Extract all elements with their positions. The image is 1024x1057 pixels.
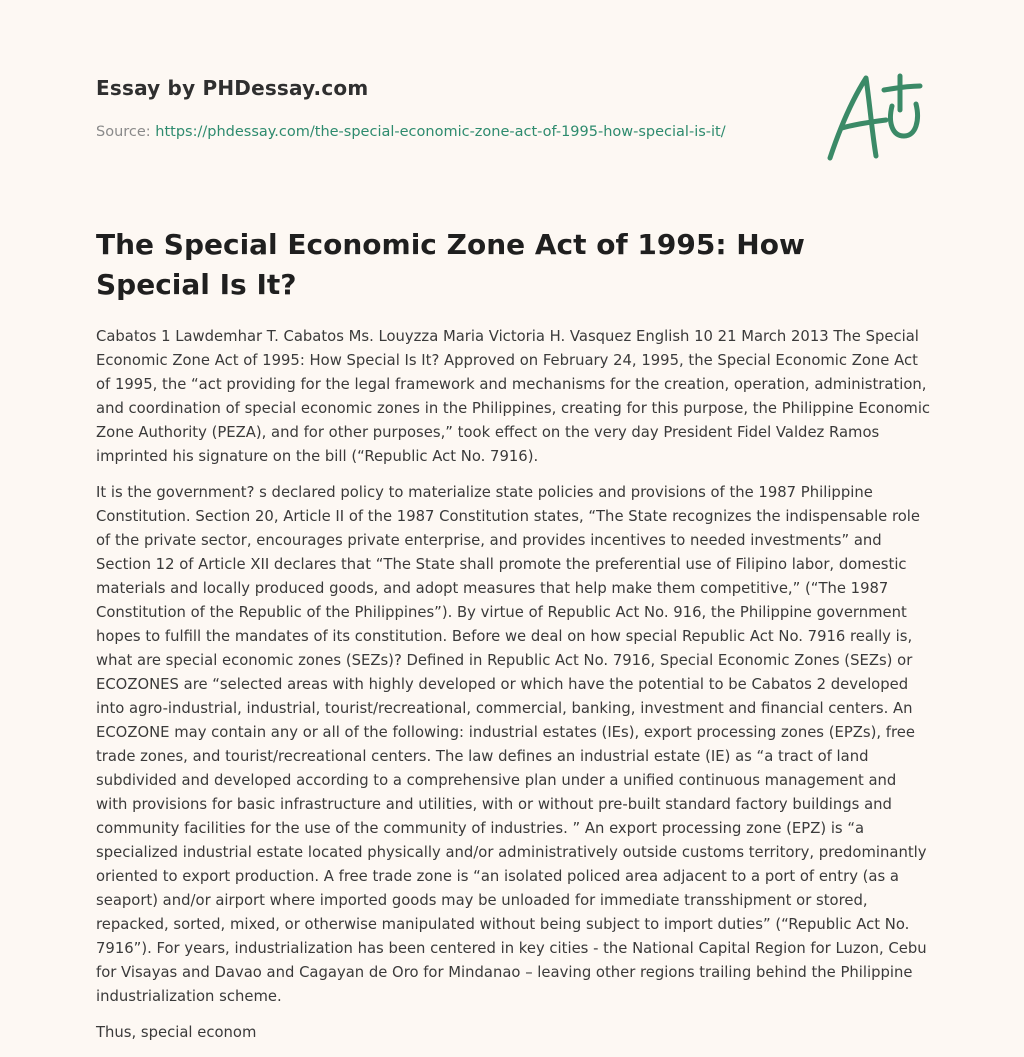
source-line xyxy=(96,124,726,140)
source-link[interactable]: https://phdessay.com/the-special-economic-zone-act-of-1995-how-special-is-it/ xyxy=(155,124,726,140)
article-title: The Special Economic Zone Act of 1995: How Special Is It? xyxy=(96,228,805,301)
article-paragraph: Cabatos 1 Lawdemhar T. Cabatos Ms. Louyzza Maria Victoria H. Vasquez English 10 21 March 2013 The Special Economic Zone Act of 1995: How Special Is It? Approved on February 24, 1995, the Special Economic Zone Act of 1995, the “act providing for the legal framework and mechanisms for the creation, operation, administration, and coordination of special economic zones in the Philippines, creating for this purpose, the Philippine Economic Zone Authority (PEZA), and for other purposes,” took effect on the very day President Fidel Valdez Ramos imprinted his signature on the bill (“Republic Act No. 7916). xyxy=(96,328,931,465)
a-plus-logo-icon xyxy=(820,66,930,166)
site-brand: Essay by PHDessay.com xyxy=(96,76,369,100)
source-label: Source: xyxy=(96,124,156,140)
article-body xyxy=(96,325,932,1057)
article-paragraph: It is the government? s declared policy to materialize state policies and provisions of the 1987 Philippine Constitution. Section 20, Article II of the 1987 Constitution states, “The State recognizes the indispensable role of the private sector, encourages private enterprise, and provides incentives to needed investments” and Section 12 of Article XII declares that “The State shall promote the preferential use of Filipino labor, domestic materials and locally produced goods, and adopt measures that help make them competitive,” (“The 1987 Constitution of the Republic of the Philippines”). By virtue of Republic Act No. 916, the Philippine government hopes to fulfill the mandates of its constitution. Before we deal on how special Republic Act No. 7916 really is, what are special economic zones (SEZs)? Defined in Republic Act No. 7916, Special Economic Zones (SEZs) or ECOZONES are “selected areas with highly developed or which have the potential to be Cabatos 2 developed into agro-industrial, industrial, tourist/recreational, commercial, banking, investment and financial centers. An ECOZONE may contain any or all of the following: industrial estates (IEs), export processing zones (EPZs), free trade zones, and tourist/recreational centers. The law defines an industrial estate (IE) as “a tract of land subdivided and developed according to a comprehensive plan under a unified continuous management and with provisions for basic infrastructure and utilities, with or without pre-built standard factory buildings and community facilities for the use of the community of industries. ” An export processing zone (EPZ) is “a specialized industrial estate located physically and/or administratively outside customs territory, predominantly oriented to export production. A free trade zone is “an isolated policed area adjacent to a port of entry (as a seaport) and/or airport where imported goods may be unloaded for immediate transshipment or stored, repacked, sorted, mixed, or otherwise manipulated without being subject to import duties” (“Republic Act No. 7916”). For years, industrialization has been centered in key cities - the National Capital Region for Luzon, Cebu for Visayas and Davao and Cagayan de Oro for Mindanao – leaving other regions trailing behind the Philippine industrialization scheme. xyxy=(96,484,927,1005)
article-paragraph: Thus, special econom xyxy=(96,1024,257,1041)
